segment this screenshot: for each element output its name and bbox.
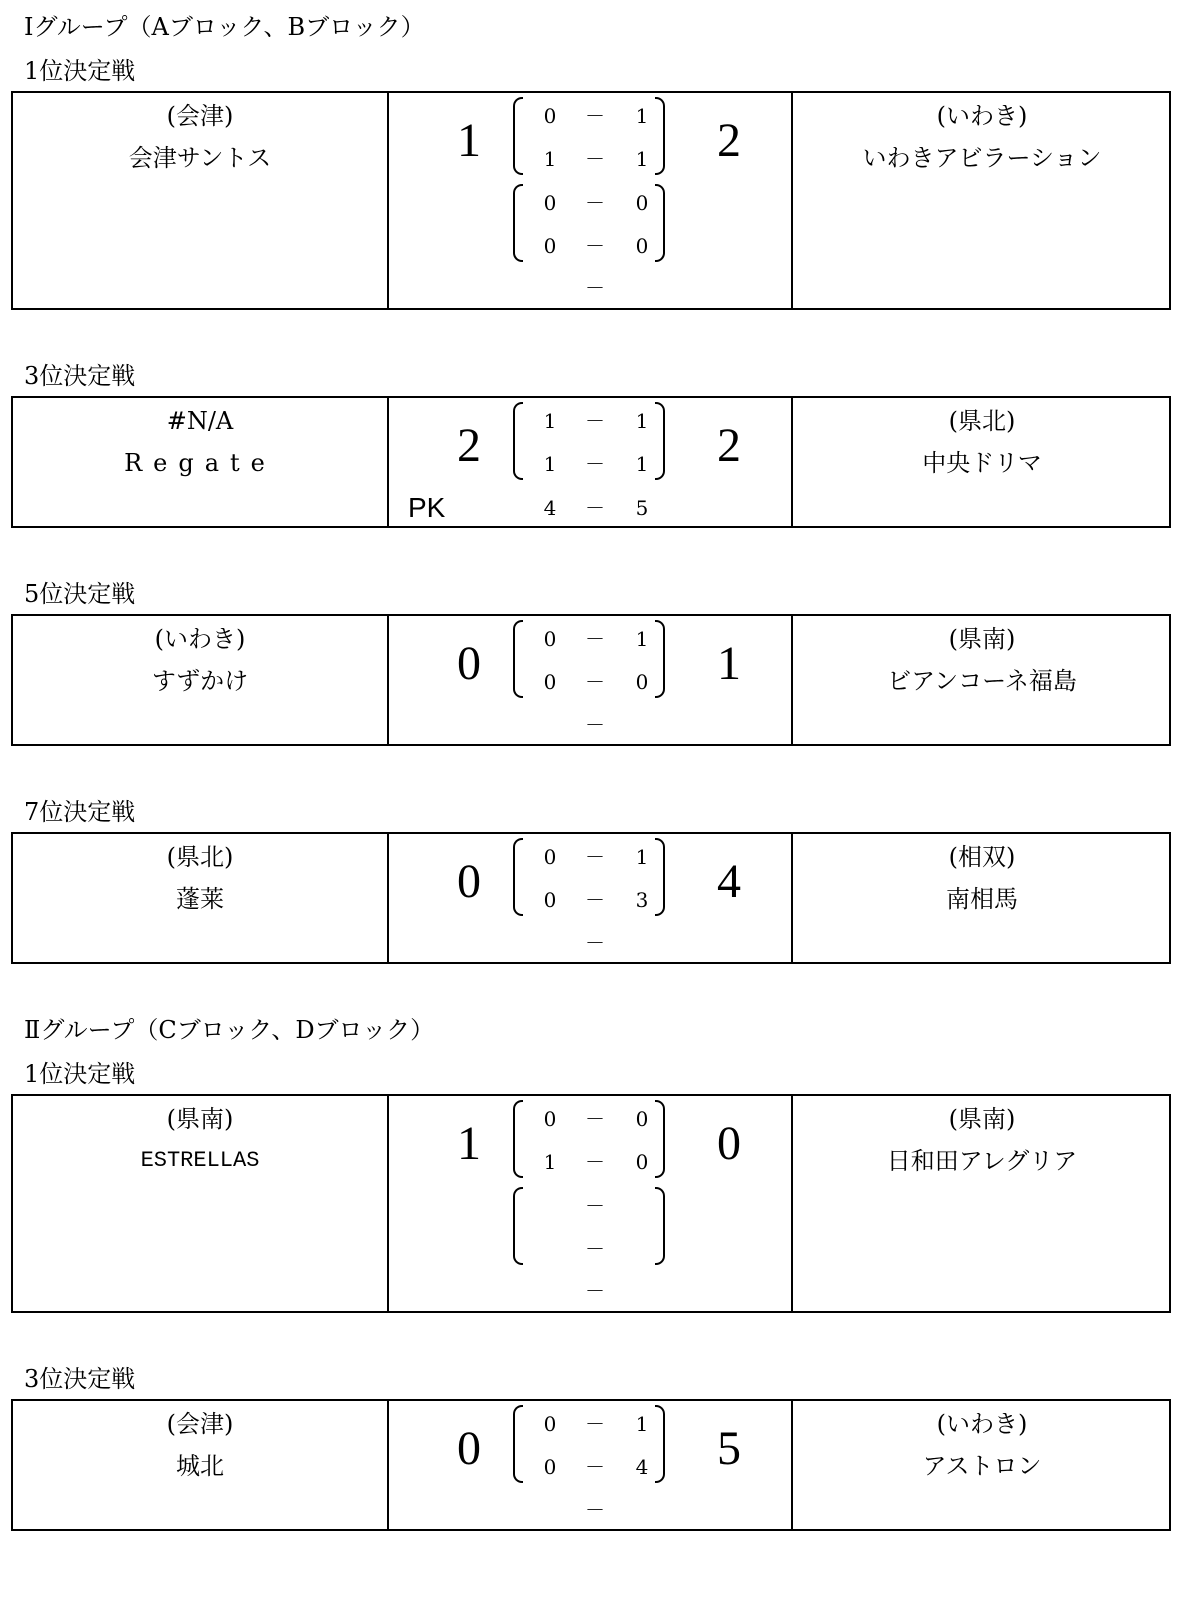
score-dash: － bbox=[585, 496, 605, 520]
score-dash: － bbox=[585, 452, 605, 476]
away-score: 2 bbox=[717, 114, 741, 167]
home-score: 0 bbox=[457, 637, 481, 690]
et1-dash: － bbox=[585, 1194, 605, 1218]
match-title: 7位決定戦 bbox=[24, 798, 136, 826]
pk-dash: － bbox=[585, 276, 605, 300]
score-dash: － bbox=[585, 104, 605, 128]
home-area: (会津) bbox=[166, 1410, 234, 1438]
first-half-away: 1 bbox=[635, 627, 649, 651]
pk-away: 5 bbox=[635, 496, 649, 520]
period-bracket-left bbox=[513, 838, 523, 916]
match-g1-fifth bbox=[11, 614, 1171, 746]
away-area: (いわき) bbox=[936, 102, 1028, 130]
second-half-home: 0 bbox=[543, 1455, 557, 1479]
match-g1-third bbox=[11, 396, 1171, 528]
away-team: アストロン bbox=[922, 1452, 1042, 1480]
second-half-away: 3 bbox=[635, 888, 649, 912]
second-half-away: 0 bbox=[635, 1150, 649, 1174]
first-half-home: 0 bbox=[543, 1412, 557, 1436]
away-score: 0 bbox=[717, 1117, 741, 1170]
away-team: 日和田アレグリア bbox=[886, 1147, 1078, 1175]
away-score: 1 bbox=[717, 637, 741, 690]
match-g1-final bbox=[11, 91, 1171, 310]
score-dash: － bbox=[585, 1412, 605, 1436]
away-team: 中央ドリマ bbox=[922, 449, 1042, 477]
period-bracket-left bbox=[513, 1100, 523, 1178]
match-g1-seventh bbox=[11, 832, 1171, 964]
column-divider bbox=[387, 1096, 389, 1311]
match-g2-final bbox=[11, 1094, 1171, 1313]
second-half-home: 1 bbox=[543, 452, 557, 476]
et1-home: 0 bbox=[543, 191, 557, 215]
home-score: 0 bbox=[457, 1422, 481, 1475]
et2-away: 0 bbox=[635, 234, 649, 258]
et2-home: 0 bbox=[543, 234, 557, 258]
away-team: ビアンコーネ福島 bbox=[887, 667, 1077, 695]
column-divider bbox=[387, 616, 389, 744]
away-score: 2 bbox=[717, 419, 741, 472]
home-area: (県南) bbox=[166, 1105, 234, 1133]
second-half-away: 1 bbox=[635, 452, 649, 476]
away-score: 4 bbox=[717, 855, 741, 908]
home-team: すずかけ bbox=[151, 667, 249, 695]
score-dash: － bbox=[585, 627, 605, 651]
score-dash: － bbox=[585, 234, 605, 258]
away-area: (県北) bbox=[948, 407, 1016, 435]
extra-time-bracket-left bbox=[513, 1187, 523, 1265]
home-team: Regate bbox=[124, 449, 276, 477]
et2-dash: － bbox=[585, 1237, 605, 1261]
home-score: 1 bbox=[457, 1117, 481, 1170]
first-half-home: 0 bbox=[543, 1107, 557, 1131]
score-dash: － bbox=[585, 147, 605, 171]
match-title: 3位決定戦 bbox=[24, 362, 136, 390]
second-half-away: 4 bbox=[635, 1455, 649, 1479]
home-score: 1 bbox=[457, 114, 481, 167]
first-half-home: 0 bbox=[543, 627, 557, 651]
pk-dash: － bbox=[585, 1279, 605, 1303]
first-half-away: 1 bbox=[635, 104, 649, 128]
home-score: 2 bbox=[457, 419, 481, 472]
second-half-home: 0 bbox=[543, 888, 557, 912]
home-area: #N/A bbox=[166, 407, 234, 435]
home-area: (県北) bbox=[166, 843, 234, 871]
second-half-home: 1 bbox=[543, 147, 557, 171]
away-area: (相双) bbox=[948, 843, 1016, 871]
first-half-away: 0 bbox=[635, 1107, 649, 1131]
match-title: 1位決定戦 bbox=[24, 1060, 136, 1088]
score-dash: － bbox=[585, 409, 605, 433]
away-team: 南相馬 bbox=[946, 885, 1018, 913]
score-dash: － bbox=[585, 1455, 605, 1479]
score-dash: － bbox=[585, 1107, 605, 1131]
second-half-home: 0 bbox=[543, 670, 557, 694]
et1-away: 0 bbox=[635, 191, 649, 215]
first-half-home: 0 bbox=[543, 845, 557, 869]
away-area: (県南) bbox=[948, 625, 1016, 653]
home-area: (いわき) bbox=[154, 625, 246, 653]
home-score: 0 bbox=[457, 855, 481, 908]
extra-time-bracket-left bbox=[513, 184, 523, 262]
away-area: (いわき) bbox=[936, 1410, 1028, 1438]
match-title: 3位決定戦 bbox=[24, 1365, 136, 1393]
first-half-away: 1 bbox=[635, 845, 649, 869]
score-dash: － bbox=[585, 1150, 605, 1174]
match-title: 5位決定戦 bbox=[24, 580, 136, 608]
group-1-heading: Ⅰグループ（Aブロック、Bブロック） bbox=[24, 13, 425, 41]
match-g2-third bbox=[11, 1399, 1171, 1531]
pk-dash: － bbox=[585, 931, 605, 955]
first-half-away: 1 bbox=[635, 1412, 649, 1436]
away-area: (県南) bbox=[948, 1105, 1016, 1133]
column-divider bbox=[387, 834, 389, 962]
first-half-home: 1 bbox=[543, 409, 557, 433]
period-bracket-left bbox=[513, 402, 523, 480]
second-half-away: 1 bbox=[635, 147, 649, 171]
score-dash: － bbox=[585, 888, 605, 912]
score-dash: － bbox=[585, 670, 605, 694]
second-half-home: 1 bbox=[543, 1150, 557, 1174]
column-divider bbox=[387, 398, 389, 526]
score-dash: － bbox=[585, 845, 605, 869]
pk-label: PK bbox=[408, 492, 446, 523]
pk-dash: － bbox=[585, 713, 605, 737]
extra-time-bracket-right bbox=[655, 1187, 665, 1265]
first-half-away: 1 bbox=[635, 409, 649, 433]
match-title: 1位決定戦 bbox=[24, 57, 136, 85]
period-bracket-left bbox=[513, 620, 523, 698]
pk-dash: － bbox=[585, 1498, 605, 1522]
home-team: ESTRELLAS bbox=[140, 1148, 260, 1173]
second-half-away: 0 bbox=[635, 670, 649, 694]
home-area: (会津) bbox=[166, 102, 234, 130]
pk-home: 4 bbox=[543, 496, 557, 520]
away-score: 5 bbox=[717, 1422, 741, 1475]
home-team: 蓬莱 bbox=[176, 885, 224, 913]
group-2-heading: Ⅱグループ（Cブロック、Dブロック） bbox=[24, 1016, 435, 1044]
away-team: いわきアビラーション bbox=[862, 144, 1102, 172]
period-bracket-left bbox=[513, 97, 523, 175]
home-team: 会津サントス bbox=[128, 144, 272, 172]
score-dash: － bbox=[585, 191, 605, 215]
column-divider bbox=[387, 1401, 389, 1529]
home-team: 城北 bbox=[176, 1452, 224, 1480]
column-divider bbox=[387, 93, 389, 308]
first-half-home: 0 bbox=[543, 104, 557, 128]
period-bracket-left bbox=[513, 1405, 523, 1483]
